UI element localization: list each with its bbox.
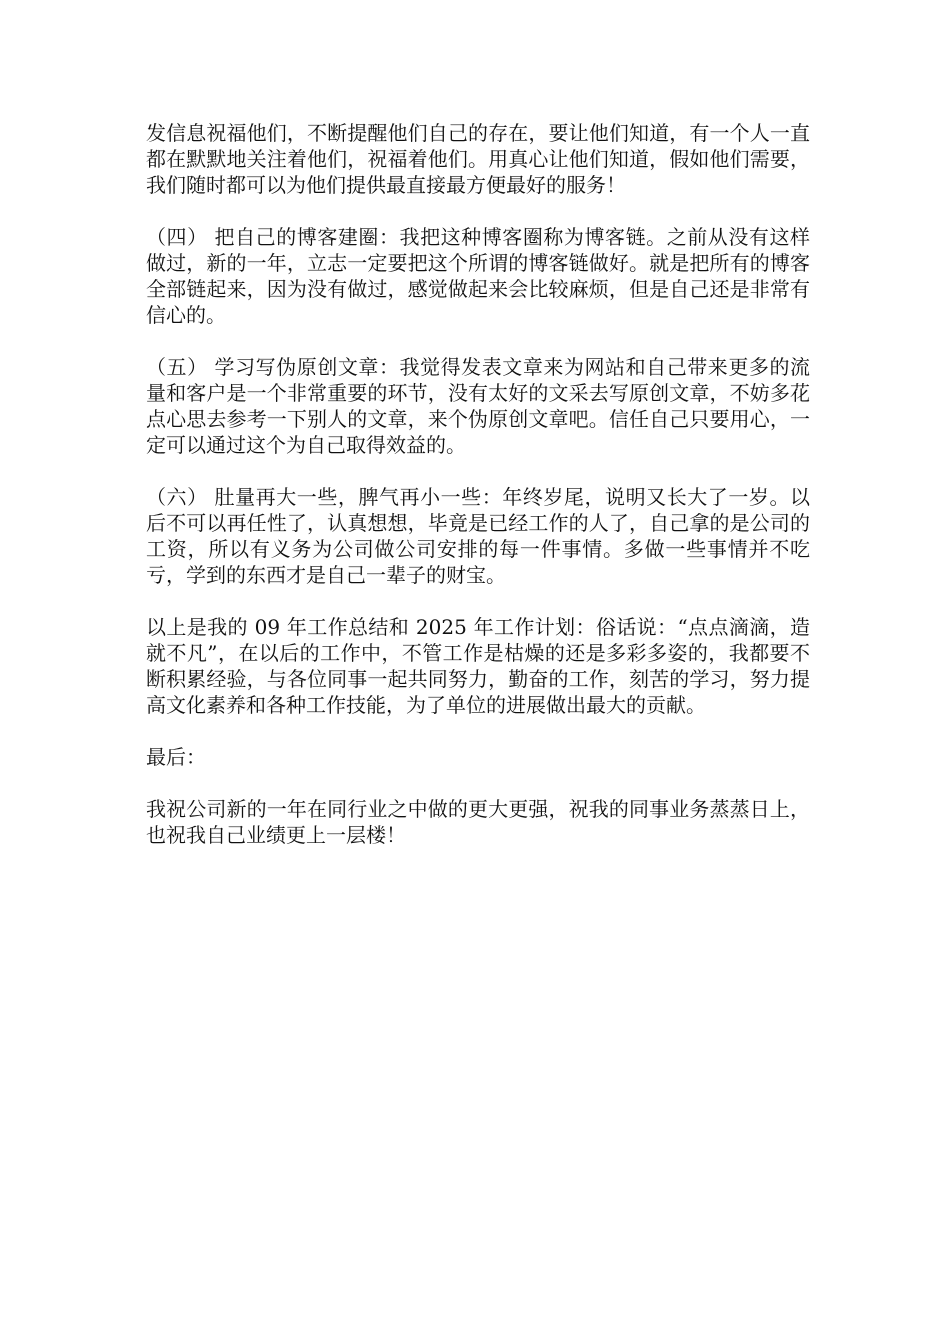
paragraph-summary: 以上是我的 09 年工作总结和 2025 年工作计划：俗话说：“点点滴滴，造就不凡”，在以后的工作中，不管工作是枯燥的还是多彩多姿的，我都要不断积累经验，与各位同事一起共同努力，勤奋的工作，刻苦的学习，努力提高文化素养和各种工作技能，为了单位的进展做出最大的贡献。	[146, 615, 810, 717]
paragraph-closing-wishes: 我祝公司新的一年在同行业之中做的更大更强，祝我的同事业务蒸蒸日上，也祝我自己业绩更上一层楼！	[146, 797, 810, 847]
paragraph-section-six: （六） 肚量再大一些，脾气再小一些：年终岁尾，说明又长大了一岁。以后不可以再任性了，认真想想，毕竟是已经工作的人了，自己拿的是公司的工资，所以有义务为公司做公司安排的每一件事情。多做一些事情并不吃亏，学到的东西才是自己一辈子的财宝。	[146, 485, 810, 587]
paragraph-section-five: （五） 学习写伪原创文章：我觉得发表文章来为网站和自己带来更多的流量和客户是一个非常重要的环节，没有太好的文采去写原创文章，不妨多花点心思去参考一下别人的文章，来个伪原创文章吧。信任自己只要用心，一定可以通过这个为自己取得效益的。	[146, 355, 810, 457]
paragraph-section-four: （四） 把自己的博客建圈：我把这种博客圈称为博客链。之前从没有这样做过，新的一年，立志一定要把这个所谓的博客链做好。就是把所有的博客全部链起来，因为没有做过，感觉做起来会比较麻烦，但是自己还是非常有信心的。	[146, 225, 810, 327]
document-body	[146, 120, 810, 874]
paragraph-blessing: 发信息祝福他们，不断提醒他们自己的存在，要让他们知道，有一个人一直都在默默地关注着他们，祝福着他们。用真心让他们知道，假如他们需要，我们随时都可以为他们提供最直接最方便最好的服务！	[146, 121, 810, 197]
paragraph-finally-label: 最后：	[146, 745, 206, 769]
